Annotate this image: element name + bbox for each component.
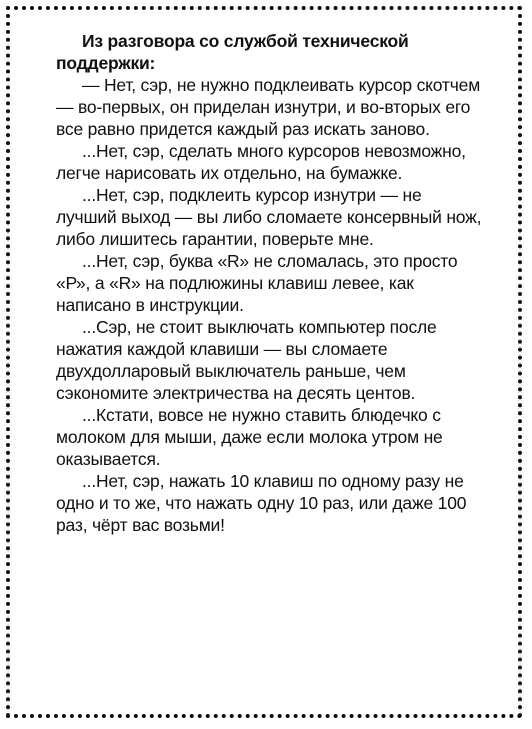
paragraph-6: ...Кстати, вовсе не нужно ставить блюдечко с молоком для мыши, даже если молока утром не оказывается.: [56, 405, 443, 469]
paragraph-3: ...Нет, сэр, подклеить курсор изнутри — не лучший выход — вы либо сломаете консервный нож, либо лишитесь гарантии, поверьте мне.: [56, 185, 482, 249]
paragraph-4: ...Нет, сэр, буква «R» не сломалась, это просто «Р», а «R» на подлюжины клавиш левее, как написано в инструкции.: [56, 251, 458, 315]
article-title: Из разговора со службой технической поддержки:: [56, 31, 409, 73]
paragraph-1: — Нет, сэр, не нужно подклеивать курсор скотчем — во-первых, он приделан изнутри, и во-вторых его все равно придется каждый раз искать заново.: [56, 75, 481, 139]
article-body: [56, 30, 484, 536]
paragraph-7: ...Нет, сэр, нажать 10 клавиш по одному разу не одно и то же, что нажать одну 10 раз, или даже 100 раз, чёрт вас возьми!: [56, 471, 467, 535]
paragraph-5: ...Сэр, не стоит выключать компьютер после нажатия каждой клавиши — вы сломаете двухдолларовый выключатель раньше, чем сэкономите электричества на десять центов.: [56, 317, 437, 403]
paragraph-2: ...Нет, сэр, сделать много курсоров невозможно, легче нарисовать их отдельно, на бумажке.: [56, 141, 466, 183]
